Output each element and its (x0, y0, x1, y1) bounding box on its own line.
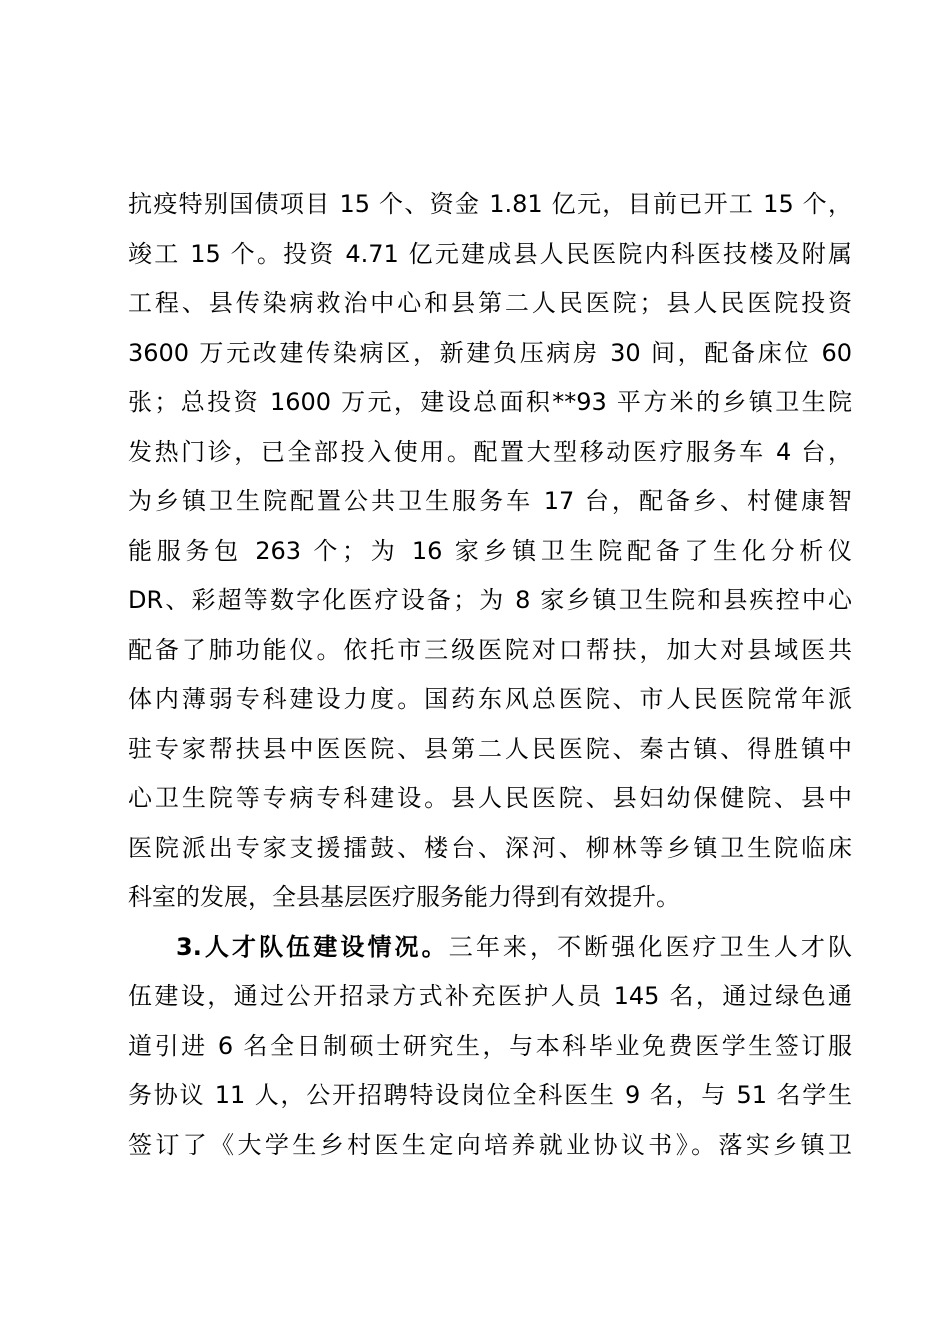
text-line: 能服务包 263 个；为 16 家乡镇卫生院配备了生化分析仪 (128, 536, 852, 565)
text-line: 伍建设，通过公开招录方式补充医护人员 145 名，通过绿色通 (128, 982, 852, 1010)
text-line: 为乡镇卫生院配置公共卫生服务车 17 台，配备乡、村健康智 (128, 487, 852, 515)
text-line: 道引进 6 名全日制硕士研究生，与本科毕业免费医学生签订服 (128, 1031, 852, 1060)
text-line (128, 923, 852, 973)
section-heading: 3.人才队伍建设情况。 (176, 932, 449, 961)
text-run: 三年来，不断强化医疗卫生人才队 (448, 932, 853, 961)
text-line: 配备了肺功能仪。依托市三级医院对口帮扶，加大对县域医共 (128, 635, 852, 664)
text-line: 体内薄弱专科建设力度。国药东风总医院、市人民医院常年派 (128, 685, 852, 713)
text-line: 抗疫特别国债项目 15 个、资金 1.81 亿元，目前已开工 15 个， (128, 190, 852, 218)
text-line: 驻专家帮扶县中医医院、县第二人民医院、秦古镇、得胜镇中 (128, 734, 852, 763)
text-line: 工程、县传染病救治中心和县第二人民医院；县人民医院投资 (128, 289, 852, 317)
text-line: 发热门诊，已全部投入使用。配置大型移动医疗服务车 4 台， (128, 437, 852, 466)
text-line: 竣工 15 个。投资 4.71 亿元建成县人民医院内科医技楼及附属 (128, 239, 852, 268)
text-line: 张；总投资 1600 万元，建设总面积**93 平方米的乡镇卫生院 (128, 388, 852, 416)
text-line: 3600 万元改建传染病区，新建负压病房 30 间，配备床位 60 (128, 338, 852, 367)
text-line: 签订了《大学生乡村医生定向培养就业协议书》。落实乡镇卫 (128, 1130, 852, 1159)
text-line: 科室的发展，全县基层医疗服务能力得到有效提升。 (128, 883, 680, 911)
document-body (128, 180, 852, 1170)
text-line: 医院派出专家支援擂鼓、楼台、深河、柳林等乡镇卫生院临床 (128, 833, 852, 862)
text-line: 心卫生院等专病专科建设。县人民医院、县妇幼保健院、县中 (128, 784, 852, 812)
paragraph-facilities (128, 180, 852, 923)
text-line: 务协议 11 人，公开招聘特设岗位全科医生 9 名，与 51 名学生 (128, 1081, 852, 1109)
text-line: DR、彩超等数字化医疗设备；为 8 家乡镇卫生院和县疾控中心 (128, 586, 852, 614)
paragraph-talent (128, 923, 852, 1171)
